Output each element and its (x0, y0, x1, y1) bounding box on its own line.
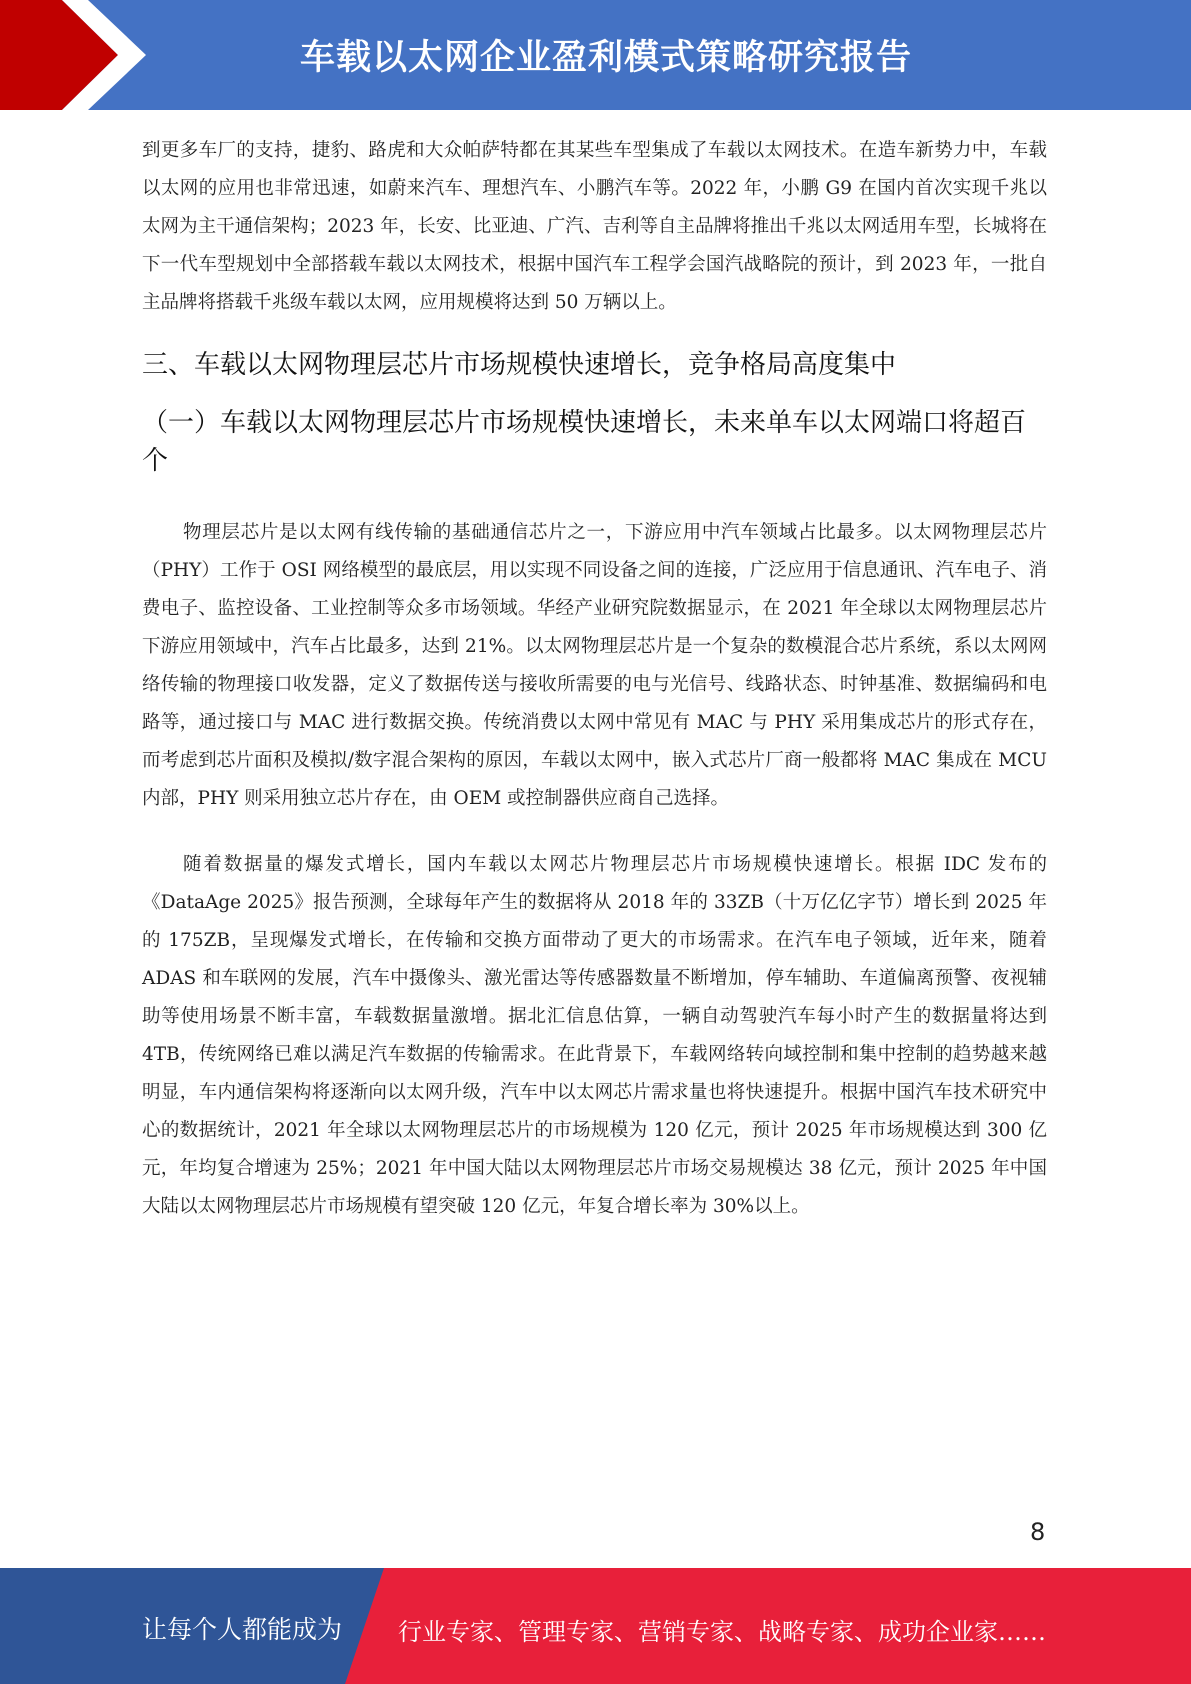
page-number: 8 (1030, 1518, 1046, 1546)
footer-slogan-right: 行业专家、管理专家、营销专家、战略专家、成功企业家…… (398, 1618, 1046, 1646)
section-heading: 三、车载以太网物理层芯片市场规模快速增长，竞争格局高度集中 (142, 350, 897, 380)
subsection-heading: （一）车载以太网物理层芯片市场规模快速增长，未来单车以太网端口将超百个 (142, 408, 1027, 476)
paragraph-market-growth: 随着数据量的爆发式增长，国内车载以太网芯片物理层芯片市场规模快速增长。根据 IDC 发布的《DataAge 2025》报告预测，全球每年产生的数据将从 2018 年的 33ZB（十万亿亿字节）增长到 2025 年的 175ZB，呈现爆发式增长，在传输和交换方面带动了更大的市场需求。在汽车电子领域，近年来，随着 ADAS 和车联网的发展，汽车中摄像头、激光雷达等传感器数量不断增加，停车辅助、车道偏离预警、夜视辅助等使用场景不断丰富，车载数据量激增。据北汇信息估算，一辆自动驾驶汽车每小时产生的数据量将达到 4TB，传统网络已难以满足汽车数据的传输需求。在此背景下，车载网络转向域控制和集中控制的趋势越来越明显，车内通信架构将逐渐向以太网升级，汽车中以太网芯片需求量也将快速提升。根据中国汽车技术研究中心的数据统计，2021 年全球以太网物理层芯片的市场规模为 120 亿元，预计 2025 年市场规模达到 300 亿元，年均复合增速为 25%；2021 年中国大陆以太网物理层芯片市场交易规模达 38 亿元，预计 2025 年中国大陆以太网物理层芯片市场规模有望突破 120 亿元，年复合增长率为 30%以上。 (142, 854, 1047, 1217)
header-banner (0, 0, 1191, 110)
intro-paragraph: 到更多车厂的支持，捷豹、路虎和大众帕萨特都在其某些车型集成了车载以太网技术。在造车新势力中，车载以太网的应用也非常迅速，如蔚来汽车、理想汽车、小鹏汽车等。2022 年，小鹏 G9 在国内首次实现千兆以太网为主干通信架构；2023 年，长安、比亚迪、广汽、吉利等自主品牌将推出千兆以太网适用车型，长城将在下一代车型规划中全部搭载车载以太网技术，根据中国汽车工程学会国汽战略院的预计，到 2023 年，一批自主品牌将搭载千兆级车载以太网，应用规模将达到 50 万辆以上。 (142, 140, 1047, 313)
document-title: 车载以太网企业盈利模式策略研究报告 (300, 38, 913, 78)
page-content (142, 132, 1047, 1226)
footer-slogan-left: 让每个人都能成为 (142, 1615, 343, 1644)
paragraph-phy-overview: 物理层芯片是以太网有线传输的基础通信芯片之一，下游应用中汽车领域占比最多。以太网物理层芯片（PHY）工作于 OSI 网络模型的最底层，用以实现不同设备之间的连接，广泛应用于信息通讯、汽车电子、消费电子、监控设备、工业控制等众多市场领域。华经产业研究院数据显示，在 2021 年全球以太网物理层芯片下游应用领域中，汽车占比最多，达到 21%。以太网物理层芯片是一个复杂的数模混合芯片系统，系以太网网络传输的物理接口收发器，定义了数据传送与接收所需要的电与光信号、线路状态、时钟基准、数据编码和电路等，通过接口与 MAC 进行数据交换。传统消费以太网中常见有 MAC 与 PHY 采用集成芯片的形式存在，而考虑到芯片面积及模拟/数字混合架构的原因，车载以太网中，嵌入式芯片厂商一般都将 MAC 集成在 MCU 内部，PHY 则采用独立芯片存在，由 OEM 或控制器供应商自己选择。 (142, 522, 1047, 809)
footer-banner (0, 1568, 1191, 1684)
